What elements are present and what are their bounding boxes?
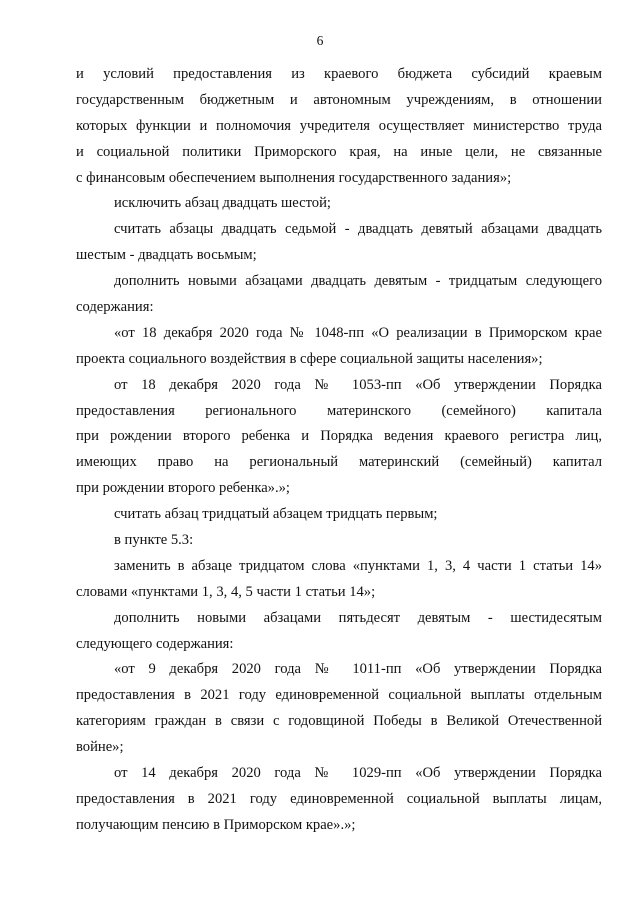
text-line: от 14 декабря 2020 года № 1029-пп «Об утверждении Порядка [114,765,602,782]
text-line: предоставления в 2021 году единовременной социальной выплаты лицам, [76,790,602,807]
text-line: считать абзац тридцатый абзацем тридцать первым; [114,506,438,523]
text-line: и условий предоставления из краевого бюджета субсидий краевым [76,66,602,82]
text-line: «от 9 декабря 2020 года № 1011-пп «Об утверждении Порядка [114,661,602,678]
text-line: предоставления регионального материнского (семейного) капитала [76,402,602,419]
page-number: 6 [316,33,324,48]
text-line: словами «пунктами 1, 3, 4, 5 части 1 статьи 14»; [76,583,376,600]
text-line: предоставления в 2021 году единовременной социальной выплаты отдельным [76,687,602,704]
text-line: при рождении второго ребенка и Порядка ведения краевого регистра лиц, [76,428,602,445]
text-line: с финансовым обеспечением выполнения государственного задания»; [76,169,512,186]
text-line: категориям граждан в связи с годовщиной Победы в Великой Отечественной [76,713,602,730]
text-line: исключить абзац двадцать шестой; [114,195,331,212]
text-line: государственным бюджетным и автономным учреждениям, в отношении [76,91,602,108]
text-line: шестым - двадцать восьмым; [76,247,257,264]
document-body [76,62,602,839]
text-line: «от 18 декабря 2020 года № 1048-пп «О реализации в Приморском крае [114,324,602,341]
text-line: войне»; [76,739,124,756]
text-line: при рождении второго ребенка».»; [76,480,290,497]
text-line: которых функции и полномочия учредителя осуществляет министерство труда [76,117,602,134]
text-line: содержания: [76,299,154,316]
text-line: имеющих право на региональный материнский (семейный) капитал [76,454,602,471]
text-line: дополнить новыми абзацами двадцать девятым - тридцатым следующего [114,273,602,290]
text-line: получающим пенсию в Приморском крае».»; [76,816,356,833]
text-line: дополнить новыми абзацами пятьдесят девятым - шестидесятым [114,609,602,626]
text-line: считать абзацы двадцать седьмой - двадцать девятый абзацами двадцать [114,221,602,238]
text-line: заменить в абзаце тридцатом слова «пунктами 1, 3, 4 части 1 статьи 14» [114,557,602,574]
text-line: следующего содержания: [76,635,234,652]
text-line: в пункте 5.3: [114,532,194,549]
text-line: и социальной политики Приморского края, на иные цели, не связанные [76,143,602,160]
text-line: от 18 декабря 2020 года № 1053-пп «Об утверждении Порядка [114,376,602,393]
text-line: проекта социального воздействия в сфере социальной защиты населения»; [76,350,543,367]
